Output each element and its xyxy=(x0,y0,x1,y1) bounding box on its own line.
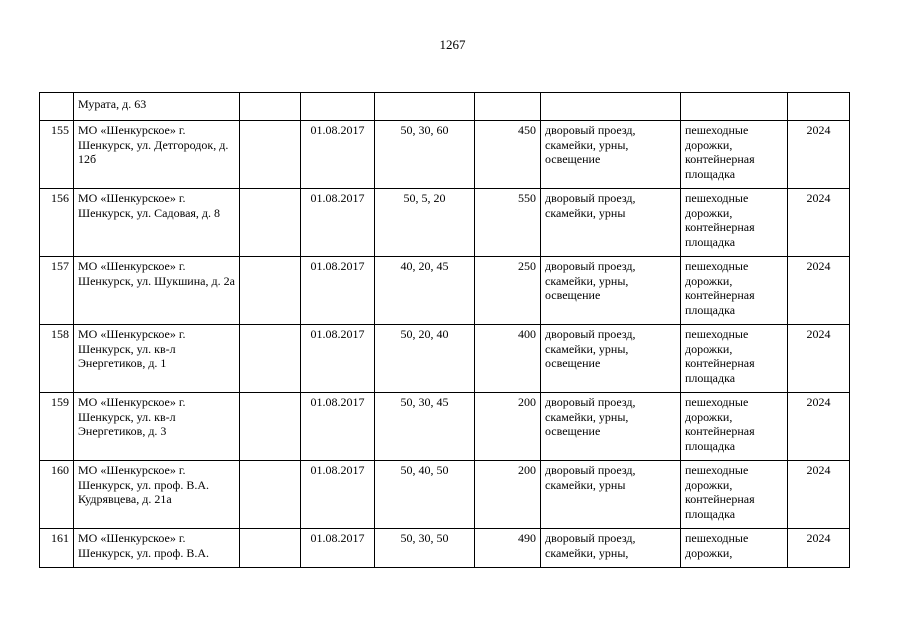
cell-extra xyxy=(240,325,301,393)
cell-num: 155 xyxy=(40,121,74,189)
cell-address: МО «Шенкурское» г. Шенкурск, ул. кв-л Энергетиков, д. 3 xyxy=(74,393,240,461)
cell-extra xyxy=(240,257,301,325)
table-row xyxy=(40,189,850,257)
cell-area: 450 xyxy=(475,121,541,189)
cell-date: 01.08.2017 xyxy=(301,189,375,257)
cell-address: МО «Шенкурское» г. Шенкурск, ул. Детгородок, д. 12б xyxy=(74,121,240,189)
cell-date: 01.08.2017 xyxy=(301,393,375,461)
cell-extra xyxy=(240,121,301,189)
table-row xyxy=(40,393,850,461)
cell-works: дворовый проезд, скамейки, урны, xyxy=(541,529,681,568)
cell-additional: пешеходные дорожки, контейнерная площадка xyxy=(681,189,788,257)
cell-date xyxy=(301,93,375,121)
cell-additional: пешеходные дорожки, контейнерная площадка xyxy=(681,121,788,189)
cell-address: МО «Шенкурское» г. Шенкурск, ул. Садовая, д. 8 xyxy=(74,189,240,257)
cell-works xyxy=(541,93,681,121)
yards-registry-table xyxy=(39,92,850,568)
cell-dims: 50, 30, 45 xyxy=(375,393,475,461)
cell-address: МО «Шенкурское» г. Шенкурск, ул. кв-л Энергетиков, д. 1 xyxy=(74,325,240,393)
cell-extra xyxy=(240,189,301,257)
cell-extra xyxy=(240,393,301,461)
table-row xyxy=(40,121,850,189)
cell-area: 200 xyxy=(475,393,541,461)
cell-extra xyxy=(240,529,301,568)
cell-address: МО «Шенкурское» г. Шенкурск, ул. Шукшина, д. 2а xyxy=(74,257,240,325)
cell-num: 156 xyxy=(40,189,74,257)
cell-additional: пешеходные дорожки, контейнерная площадка xyxy=(681,325,788,393)
cell-works: дворовый проезд, скамейки, урны, освещение xyxy=(541,121,681,189)
cell-works: дворовый проезд, скамейки, урны, освещение xyxy=(541,325,681,393)
cell-area: 490 xyxy=(475,529,541,568)
cell-dims: 40, 20, 45 xyxy=(375,257,475,325)
cell-year: 2024 xyxy=(788,121,850,189)
cell-dims: 50, 20, 40 xyxy=(375,325,475,393)
cell-area: 400 xyxy=(475,325,541,393)
table-row xyxy=(40,257,850,325)
cell-year: 2024 xyxy=(788,257,850,325)
cell-dims xyxy=(375,93,475,121)
table-row-continuation xyxy=(40,93,850,121)
cell-year xyxy=(788,93,850,121)
cell-date: 01.08.2017 xyxy=(301,257,375,325)
cell-address: МО «Шенкурское» г. Шенкурск, ул. проф. В.А. Кудрявцева, д. 21а xyxy=(74,461,240,529)
cell-works: дворовый проезд, скамейки, урны, освещение xyxy=(541,393,681,461)
cell-num: 160 xyxy=(40,461,74,529)
cell-additional: пешеходные дорожки, контейнерная площадка xyxy=(681,393,788,461)
cell-dims: 50, 5, 20 xyxy=(375,189,475,257)
cell-address: Мурата, д. 63 xyxy=(74,93,240,121)
table-row xyxy=(40,325,850,393)
cell-area: 250 xyxy=(475,257,541,325)
cell-num: 159 xyxy=(40,393,74,461)
cell-year: 2024 xyxy=(788,393,850,461)
cell-area: 200 xyxy=(475,461,541,529)
table-body xyxy=(40,93,850,568)
cell-num: 158 xyxy=(40,325,74,393)
cell-year: 2024 xyxy=(788,189,850,257)
cell-year: 2024 xyxy=(788,529,850,568)
cell-year: 2024 xyxy=(788,461,850,529)
cell-dims: 50, 30, 50 xyxy=(375,529,475,568)
page-number: 1267 xyxy=(439,37,466,52)
cell-area xyxy=(475,93,541,121)
cell-area: 550 xyxy=(475,189,541,257)
cell-dims: 50, 30, 60 xyxy=(375,121,475,189)
cell-additional: пешеходные дорожки, xyxy=(681,529,788,568)
cell-year: 2024 xyxy=(788,325,850,393)
cell-address: МО «Шенкурское» г. Шенкурск, ул. проф. В.А. xyxy=(74,529,240,568)
cell-extra xyxy=(240,93,301,121)
cell-num: 161 xyxy=(40,529,74,568)
table-row xyxy=(40,529,850,568)
cell-works: дворовый проезд, скамейки, урны, освещение xyxy=(541,257,681,325)
cell-additional: пешеходные дорожки, контейнерная площадка xyxy=(681,461,788,529)
cell-works: дворовый проезд, скамейки, урны xyxy=(541,189,681,257)
cell-dims: 50, 40, 50 xyxy=(375,461,475,529)
cell-date: 01.08.2017 xyxy=(301,461,375,529)
cell-extra xyxy=(240,461,301,529)
cell-works: дворовый проезд, скамейки, урны xyxy=(541,461,681,529)
cell-date: 01.08.2017 xyxy=(301,529,375,568)
cell-additional: пешеходные дорожки, контейнерная площадка xyxy=(681,257,788,325)
cell-num xyxy=(40,93,74,121)
cell-additional xyxy=(681,93,788,121)
table-row xyxy=(40,461,850,529)
cell-date: 01.08.2017 xyxy=(301,325,375,393)
cell-date: 01.08.2017 xyxy=(301,121,375,189)
cell-num: 157 xyxy=(40,257,74,325)
